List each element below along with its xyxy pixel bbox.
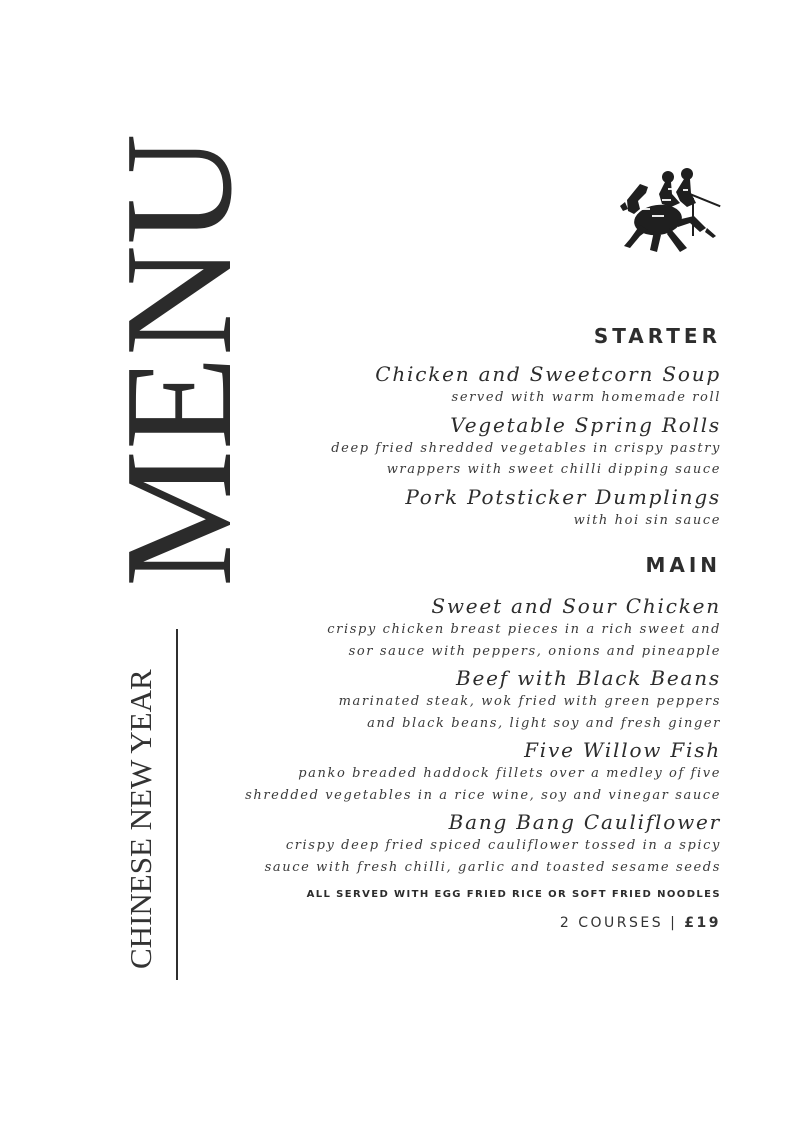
starter-item-vegetable-spring-rolls bbox=[201, 413, 721, 480]
dish-name: Chicken and Sweetcorn Soup bbox=[375, 362, 721, 386]
dish-description: served with warm homemade roll bbox=[451, 390, 721, 405]
dish-name: Vegetable Spring Rolls bbox=[450, 412, 721, 437]
dish-description-line-1: panko breaded haddock fillets over a medley of five bbox=[298, 766, 721, 781]
main-item-bang-bang-cauliflower bbox=[201, 810, 721, 877]
starter-heading: STARTER bbox=[593, 324, 721, 348]
price-line bbox=[201, 915, 721, 931]
served-with-note: ALL SERVED WITH EGG FRIED RICE OR SOFT FRIED NOODLES bbox=[306, 889, 721, 900]
main-item-beef-with-black-beans bbox=[201, 666, 721, 733]
dish-name: Sweet and Sour Chicken bbox=[431, 594, 721, 618]
courses-label: 2 COURSES | bbox=[559, 915, 678, 931]
menu-content bbox=[201, 326, 721, 931]
dish-description-line-1: deep fried shredded vegetables in crispy pastry bbox=[331, 440, 721, 456]
starter-item-chicken-sweetcorn-soup bbox=[201, 362, 721, 408]
price-value: £19 bbox=[684, 915, 721, 931]
main-item-sweet-and-sour-chicken bbox=[201, 594, 721, 661]
dish-description-line-1: marinated steak, wok fried with green peppers bbox=[338, 694, 721, 709]
dish-description-line-1: crispy deep fried spiced cauliflower tossed in a spicy bbox=[285, 838, 721, 853]
dish-description-line-2: and black beans, light soy and fresh ginger bbox=[367, 715, 721, 731]
vertical-divider bbox=[176, 629, 178, 980]
dish-description-line-2: shredded vegetables in a rice wine, soy and vinegar sauce bbox=[245, 787, 721, 803]
dish-description-line-2: sauce with fresh chilli, garlic and toasted sesame seeds bbox=[264, 859, 721, 875]
dish-name: Bang Bang Cauliflower bbox=[448, 810, 721, 834]
dish-description-line-1: crispy chicken breast pieces in a rich sweet and bbox=[327, 622, 721, 637]
dish-description-line-2: wrappers with sweet chilli dipping sauce bbox=[386, 462, 721, 477]
menu-title: MENU bbox=[94, 133, 264, 587]
dish-name: Five Willow Fish bbox=[524, 738, 721, 762]
dish-name: Beef with Black Beans bbox=[455, 666, 721, 690]
dish-description: with hoi sin sauce bbox=[573, 512, 721, 528]
main-heading: MAIN bbox=[645, 553, 721, 577]
chinese-new-year-subtitle: CHINESE NEW YEAR bbox=[123, 669, 158, 969]
dish-name: Pork Potsticker Dumplings bbox=[405, 484, 721, 509]
knight-on-horse-logo-icon bbox=[610, 162, 726, 282]
dish-description-line-2: sor sauce with peppers, onions and pineapple bbox=[348, 643, 721, 659]
main-item-five-willow-fish bbox=[201, 738, 721, 805]
starter-item-pork-potsticker-dumplings bbox=[201, 485, 721, 531]
